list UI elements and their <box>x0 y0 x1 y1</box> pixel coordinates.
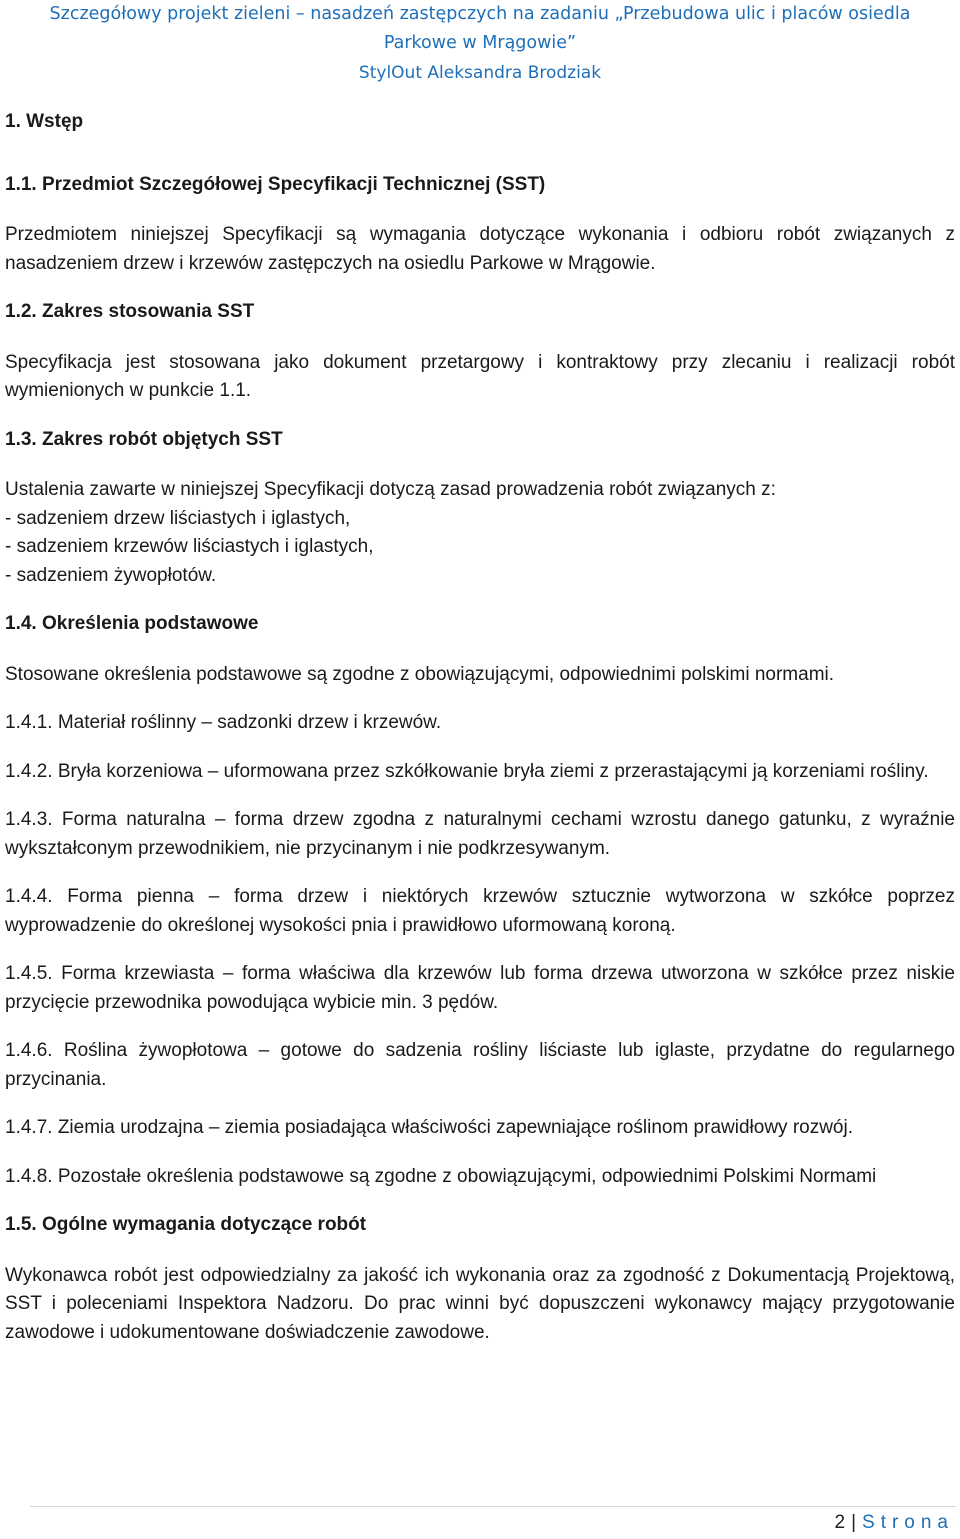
section-1-4-text: Stosowane określenia podstawowe są zgodne z obowiązującymi, odpowiednimi polskimi normami. <box>5 663 835 685</box>
list-item: - sadzeniem drzew liściastych i iglastych, <box>5 507 351 529</box>
list-item: - sadzeniem krzewów liściastych i iglastych, <box>5 536 374 557</box>
section-1-3-intro: Ustalenia zawarte w niniejszej Specyfikacji dotyczą zasad prowadzenia robót związanych z: <box>5 479 776 500</box>
section-1-5-heading: 1.5. Ogólne wymagania dotyczące robót <box>5 1214 367 1235</box>
footer-separator: | <box>851 1512 857 1533</box>
definition-1-4-4: 1.4.4. Forma pienna – forma drzew i niektórych krzewów sztucznie wytworzona w szkółce poprzez wyprowadzenie do określonej wysokości pnia i prawidłowo uformowaną koroną. <box>5 886 955 936</box>
section-1-1-heading: 1.1. Przedmiot Szczegółowej Specyfikacji Technicznej (SST) <box>5 173 546 195</box>
footer-divider <box>30 1506 956 1507</box>
definition-1-4-3: 1.4.3. Forma naturalna – forma drzew zgodna z naturalnymi cechami wzrostu danego gatunku, z wyraźnie wykształconym przewodnikiem, nie przycinanym i nie podkrzesywanym. <box>5 809 955 859</box>
section-1-3-heading: 1.3. Zakres robót objętych SST <box>5 428 283 450</box>
section-1-1-text: Przedmiotem niniejszej Specyfikacji są wymagania dotyczące wykonania i odbioru robót związanych z nasadzeniem drzew i krzewów zastępczych na osiedlu Parkowe w Mrągowie. <box>5 224 955 274</box>
section-1-2-text: Specyfikacja jest stosowana jako dokument przetargowy i kontraktowy przy zlecaniu i realizacji robót wymienionych w punkcie 1.1. <box>5 351 955 401</box>
page-number: 2 <box>834 1512 846 1533</box>
definition-1-4-1: 1.4.1. Materiał roślinny – sadzonki drzew i krzewów. <box>5 712 442 733</box>
header-title-line-2: Parkowe w Mrągowie” <box>383 33 577 53</box>
page-footer <box>835 1512 955 1534</box>
section-1-4-heading: 1.4. Określenia podstawowe <box>5 613 259 634</box>
document-body <box>5 108 955 1347</box>
definition-1-4-6: 1.4.6. Roślina żywopłotowa – gotowe do sadzenia rośliny liściaste lub iglaste, przydatne do regularnego przycinania. <box>5 1040 955 1090</box>
definition-1-4-5: 1.4.5. Forma krzewiasta – forma właściwa dla krzewów lub forma drzewa utworzona w szkółce przez niskie przycięcie przewodnika powodująca wybicie min. 3 pędów. <box>5 963 955 1013</box>
header-title-line-1: Szczegółowy projekt zieleni – nasadzeń zastępczych na zadaniu „Przebudowa ulic i placów osiedla <box>49 4 911 24</box>
section-1-5-text: Wykonawca robót jest odpowiedzialny za jakość ich wykonania oraz za zgodność z Dokumentacją Projektową, SST i poleceniami Inspektora Nadzoru. Do prac winni być dopuszczeni wykonawcy mający przygotowanie zawodowe i udokumentowane doświadczenie zawodowe. <box>5 1264 955 1343</box>
definition-1-4-7: 1.4.7. Ziemia urodzajna – ziemia posiadająca właściwości zapewniające roślinom prawidłowy rozwój. <box>5 1117 853 1138</box>
page-label: Strona <box>862 1512 954 1533</box>
section-1-heading: 1. Wstęp <box>5 111 84 132</box>
section-1-2-heading: 1.2. Zakres stosowania SST <box>5 301 255 322</box>
definition-1-4-2: 1.4.2. Bryła korzeniowa – uformowana przez szkółkowanie bryła ziemi z przerastającymi ją korzeniami rośliny. <box>5 760 929 782</box>
page-header <box>0 0 960 88</box>
list-item: - sadzeniem żywopłotów. <box>5 564 217 586</box>
header-author: StylOut Aleksandra Brodziak <box>358 63 602 83</box>
definition-1-4-8: 1.4.8. Pozostałe określenia podstawowe są zgodne z obowiązującymi, odpowiednimi Polskimi Normami <box>5 1165 877 1187</box>
